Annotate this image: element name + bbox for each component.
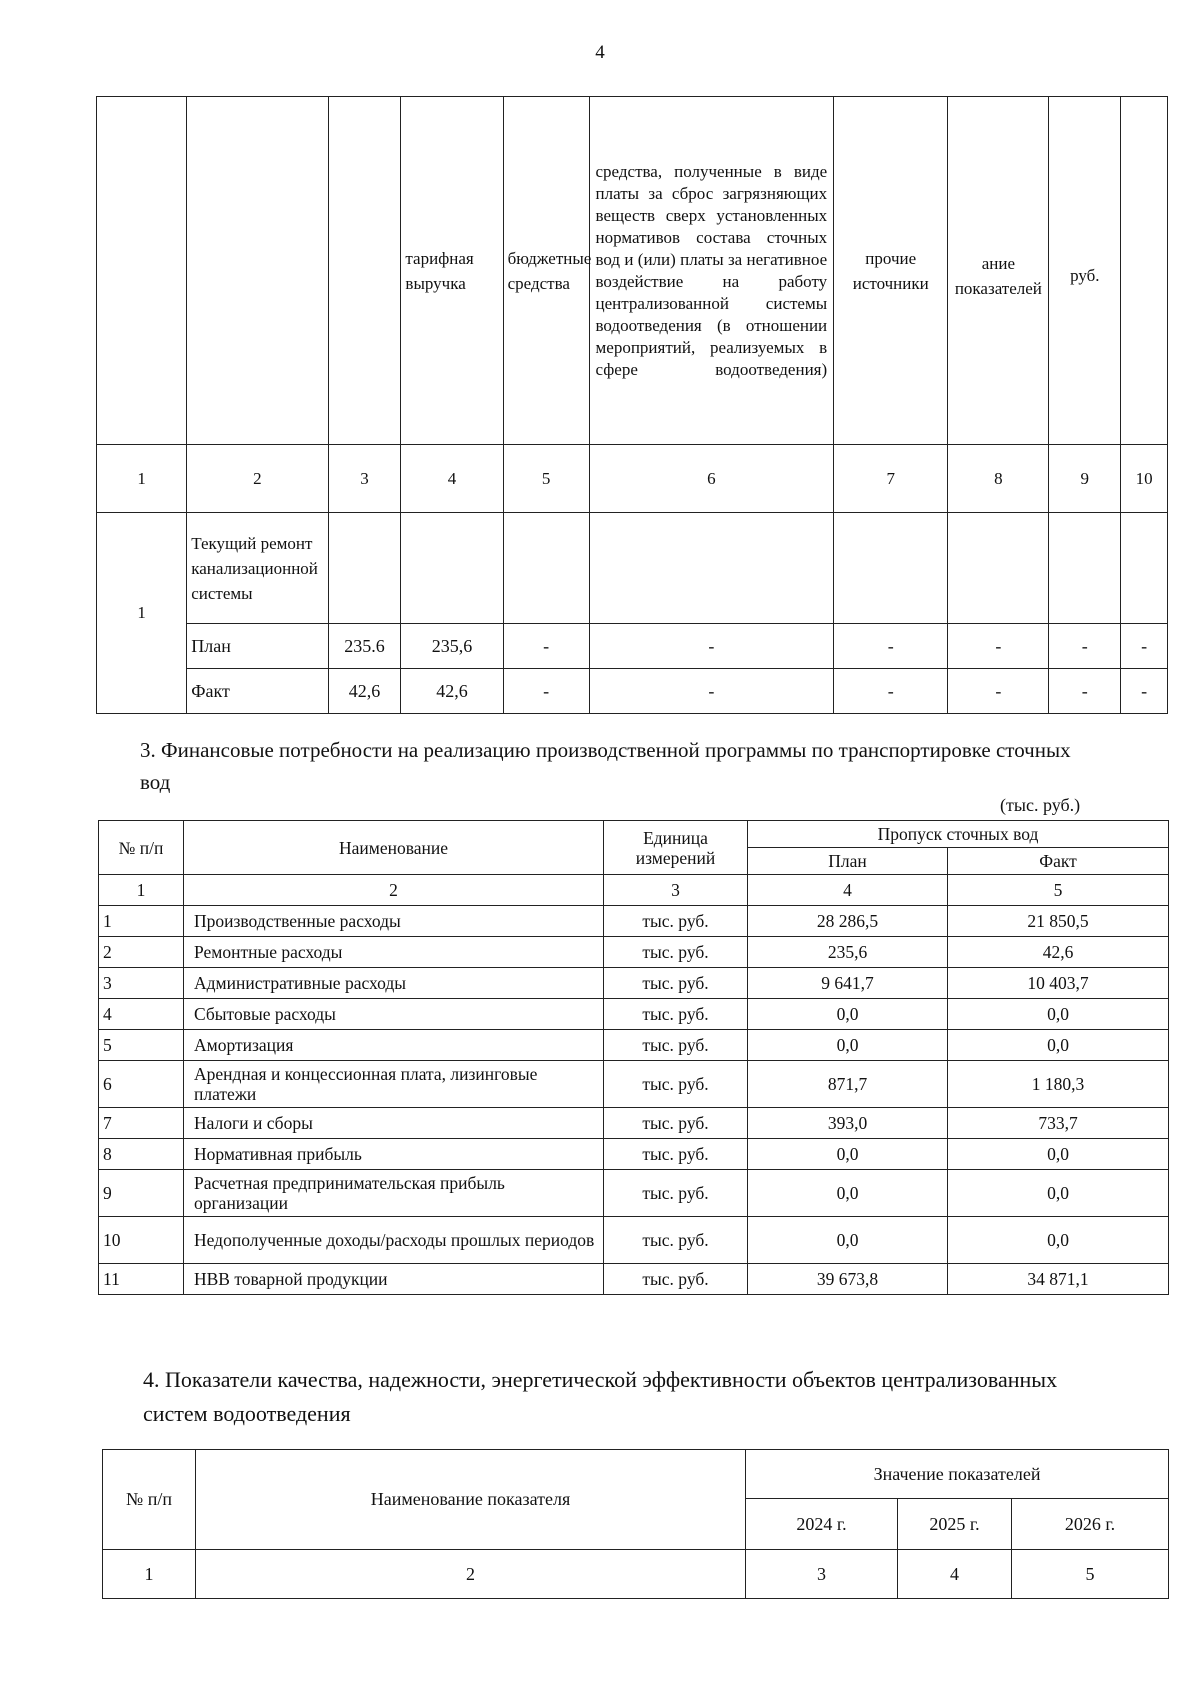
- header-year-2026: 2026 г.: [1012, 1499, 1169, 1550]
- row-plan: 9 641,7: [748, 968, 948, 999]
- row-num: 4: [99, 999, 184, 1030]
- row-number: 1: [97, 513, 187, 714]
- fact-c4: 42,6: [401, 669, 503, 714]
- col-number: 6: [589, 445, 834, 513]
- table3-column-numbers: [103, 1550, 1169, 1599]
- table-row: [99, 968, 1169, 999]
- row-fact: 0,0: [948, 1030, 1169, 1061]
- row-name: Нормативная прибыль: [184, 1139, 604, 1170]
- col-number: 2: [196, 1550, 746, 1599]
- table-row: [99, 1217, 1169, 1264]
- fact-c9: -: [1049, 669, 1121, 714]
- table1-header-row: [97, 97, 1168, 445]
- row-name: Производственные расходы: [184, 906, 604, 937]
- table-row: [99, 1030, 1169, 1061]
- fact-c10: -: [1121, 669, 1168, 714]
- header-year-2024: 2024 г.: [746, 1499, 898, 1550]
- table2-header-row1: [99, 821, 1169, 848]
- row-fact: 42,6: [948, 937, 1169, 968]
- header-name: Наименование: [184, 821, 604, 875]
- col-number: 3: [746, 1550, 898, 1599]
- col-number: 10: [1121, 445, 1168, 513]
- plan-c10: -: [1121, 624, 1168, 669]
- table1-column-numbers: [97, 445, 1168, 513]
- row-num: 2: [99, 937, 184, 968]
- table-row: [99, 1108, 1169, 1139]
- col-number: 5: [503, 445, 589, 513]
- row-num: 5: [99, 1030, 184, 1061]
- row-unit: тыс. руб.: [604, 1030, 748, 1061]
- row-fact: 1 180,3: [948, 1061, 1169, 1108]
- table-row: [99, 1170, 1169, 1217]
- table1-row-plan: [97, 624, 1168, 669]
- header-fact: Факт: [948, 848, 1169, 875]
- plan-label: План: [187, 624, 328, 669]
- row-num: 9: [99, 1170, 184, 1217]
- row-num: 6: [99, 1061, 184, 1108]
- row-fact: 0,0: [948, 1139, 1169, 1170]
- header-budget-funds: бюджетные средства: [503, 97, 589, 445]
- row-plan: 235,6: [748, 937, 948, 968]
- plan-c9: -: [1049, 624, 1121, 669]
- header-values-group: Значение показателей: [746, 1450, 1169, 1499]
- row-num: 10: [99, 1217, 184, 1264]
- row-name: Арендная и концессионная плата, лизинговые платежи: [184, 1061, 604, 1108]
- row-plan: 28 286,5: [748, 906, 948, 937]
- col-number: 7: [834, 445, 948, 513]
- table1-row-title: [97, 513, 1168, 624]
- row-fact: 34 871,1: [948, 1264, 1169, 1295]
- header-indicator-name: Наименование показателя: [196, 1450, 746, 1550]
- col-number: 1: [97, 445, 187, 513]
- row-name: Амортизация: [184, 1030, 604, 1061]
- row-unit: тыс. руб.: [604, 937, 748, 968]
- row-plan: 871,7: [748, 1061, 948, 1108]
- section4-heading: 4. Показатели качества, надежности, энергетической эффективности объектов централизованных систем водоотведения: [143, 1367, 1058, 1426]
- col-number: 9: [1049, 445, 1121, 513]
- col-number: 1: [99, 875, 184, 906]
- header-col10: [1121, 97, 1168, 445]
- row-fact: 21 850,5: [948, 906, 1169, 937]
- fact-c8: -: [948, 669, 1049, 714]
- row-unit: тыс. руб.: [604, 1170, 748, 1217]
- page-number: 4: [595, 42, 605, 63]
- header-indicators: ание показателей: [948, 97, 1049, 445]
- financial-needs-table: [98, 820, 1169, 1295]
- row-fact: 0,0: [948, 1217, 1169, 1264]
- row-name: НВВ товарной продукции: [184, 1264, 604, 1295]
- fact-label: Факт: [187, 669, 328, 714]
- row-unit: тыс. руб.: [604, 1264, 748, 1295]
- row-name: Административные расходы: [184, 968, 604, 999]
- table-row: [99, 999, 1169, 1030]
- plan-c6: -: [589, 624, 834, 669]
- table3-header-row1: [103, 1450, 1169, 1499]
- header-unit: Единица измерений: [604, 821, 748, 875]
- row-name: Расчетная предпринимательская прибыль организации: [184, 1170, 604, 1217]
- row-unit: тыс. руб.: [604, 968, 748, 999]
- row-name: Сбытовые расходы: [184, 999, 604, 1030]
- row-unit: тыс. руб.: [604, 1139, 748, 1170]
- header-num: № п/п: [103, 1450, 196, 1550]
- row-plan: 0,0: [748, 1030, 948, 1061]
- header-other-sources: прочие источники: [834, 97, 948, 445]
- measure-title: Текущий ремонт канализационной системы: [187, 513, 328, 624]
- fact-c5: -: [503, 669, 589, 714]
- col-number: 4: [748, 875, 948, 906]
- col-number: 3: [328, 445, 401, 513]
- col-number: 4: [898, 1550, 1012, 1599]
- quality-indicators-table: [102, 1449, 1169, 1599]
- table-row: [99, 906, 1169, 937]
- col-number: 5: [1012, 1550, 1169, 1599]
- row-unit: тыс. руб.: [604, 1108, 748, 1139]
- row-num: 11: [99, 1264, 184, 1295]
- fact-c7: -: [834, 669, 948, 714]
- table2-column-numbers: [99, 875, 1169, 906]
- col-number: 2: [184, 875, 604, 906]
- table1-row-fact: [97, 669, 1168, 714]
- header-num: № п/п: [99, 821, 184, 875]
- plan-c4: 235,6: [401, 624, 503, 669]
- table-row: [99, 1264, 1169, 1295]
- row-plan: 39 673,8: [748, 1264, 948, 1295]
- measures-financing-table: [96, 96, 1168, 714]
- row-unit: тыс. руб.: [604, 1217, 748, 1264]
- fact-c6: -: [589, 669, 834, 714]
- row-plan: 0,0: [748, 1139, 948, 1170]
- col-number: 5: [948, 875, 1169, 906]
- header-rub: руб.: [1049, 97, 1121, 445]
- row-num: 3: [99, 968, 184, 999]
- plan-c3: 235.6: [328, 624, 401, 669]
- row-fact: 0,0: [948, 999, 1169, 1030]
- row-name: Налоги и сборы: [184, 1108, 604, 1139]
- row-fact: 733,7: [948, 1108, 1169, 1139]
- row-plan: 0,0: [748, 999, 948, 1030]
- row-plan: 0,0: [748, 1217, 948, 1264]
- fact-c3: 42,6: [328, 669, 401, 714]
- row-num: 8: [99, 1139, 184, 1170]
- table-row: [99, 1139, 1169, 1170]
- row-name: Недополученные доходы/расходы прошлых периодов: [184, 1217, 604, 1264]
- row-fact: 0,0: [948, 1170, 1169, 1217]
- header-year-2025: 2025 г.: [898, 1499, 1012, 1550]
- plan-c8: -: [948, 624, 1049, 669]
- row-num: 1: [99, 906, 184, 937]
- row-unit: тыс. руб.: [604, 1061, 748, 1108]
- table-row: [99, 937, 1169, 968]
- header-tariff-revenue: тарифная выручка: [401, 97, 503, 445]
- table-row: [99, 1061, 1169, 1108]
- plan-c5: -: [503, 624, 589, 669]
- col-number: 1: [103, 1550, 196, 1599]
- header-pollution-fees: средства, полученные в виде платы за сброс загрязняющих веществ сверх установленных нормативов состава сточных вод и (или) платы за негативное воздействие на работу централизованной системы водоотведения (в отношении мероприятий, реализуемых в сфере водоотведения): [589, 97, 834, 445]
- row-plan: 0,0: [748, 1170, 948, 1217]
- row-unit: тыс. руб.: [604, 999, 748, 1030]
- units-note: (тыс. руб.): [1000, 795, 1081, 815]
- col-number: 4: [401, 445, 503, 513]
- row-name: Ремонтные расходы: [184, 937, 604, 968]
- row-plan: 393,0: [748, 1108, 948, 1139]
- section3-heading: 3. Финансовые потребности на реализацию производственной программы по транспортировке сточных вод: [140, 738, 1071, 794]
- header-plan: План: [748, 848, 948, 875]
- col-number: 8: [948, 445, 1049, 513]
- plan-c7: -: [834, 624, 948, 669]
- col-number: 2: [187, 445, 328, 513]
- col-number: 3: [604, 875, 748, 906]
- row-unit: тыс. руб.: [604, 906, 748, 937]
- row-fact: 10 403,7: [948, 968, 1169, 999]
- row-num: 7: [99, 1108, 184, 1139]
- header-group: Пропуск сточных вод: [748, 821, 1169, 848]
